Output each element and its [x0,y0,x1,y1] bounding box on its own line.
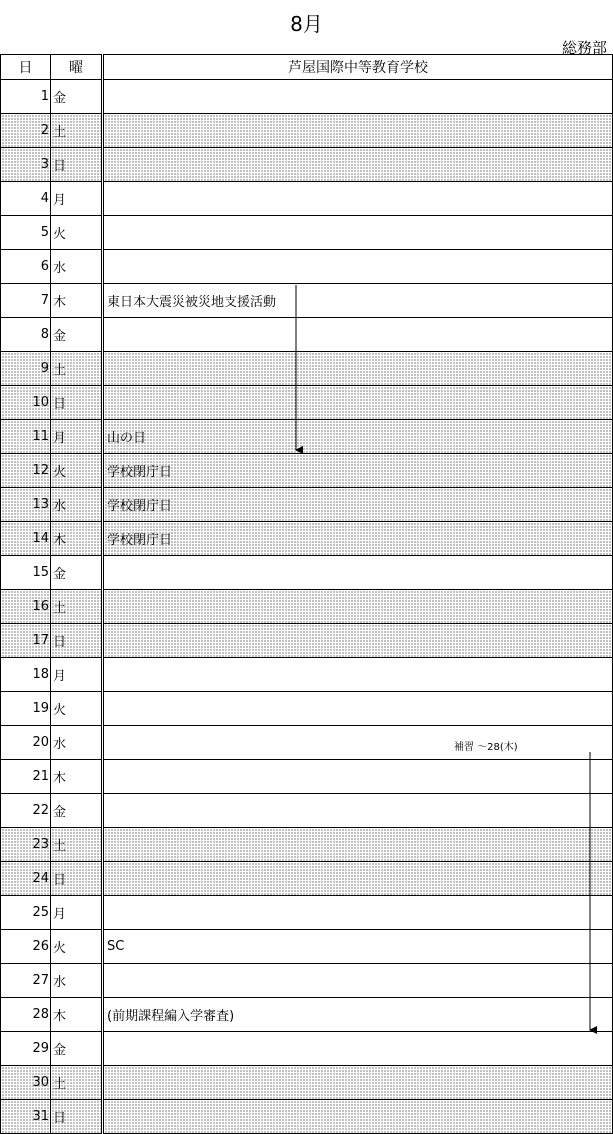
table-row [1,998,613,1032]
table-row [1,896,613,930]
day-cell: 29 [1,1032,51,1066]
day-cell: 2 [1,114,51,148]
table-row [1,352,613,386]
table-row [1,386,613,420]
event-cell [103,726,613,760]
weekday-cell: 土 [51,114,103,148]
table-row [1,624,613,658]
weekday-cell: 土 [51,1066,103,1100]
table-row [1,216,613,250]
table-row [1,692,613,726]
day-cell: 6 [1,250,51,284]
weekday-cell: 金 [51,794,103,828]
event-cell [103,488,613,522]
day-cell: 11 [1,420,51,454]
weekday-cell: 土 [51,828,103,862]
day-cell: 14 [1,522,51,556]
event-cell [103,590,613,624]
event-cell [103,556,613,590]
table-row [1,318,613,352]
table-row [1,284,613,318]
weekday-cell: 日 [51,862,103,896]
weekday-cell: 水 [51,250,103,284]
schedule-table [0,54,613,1134]
day-cell: 31 [1,1100,51,1134]
day-cell: 1 [1,80,51,114]
weekday-cell: 月 [51,896,103,930]
supplementary-class-note: 補習 ～28(木) [454,742,518,753]
weekday-cell: 木 [51,760,103,794]
table-row [1,794,613,828]
table-row [1,862,613,896]
weekday-cell: 土 [51,590,103,624]
event-cell [103,1100,613,1134]
weekday-cell: 日 [51,148,103,182]
table-row [1,522,613,556]
day-cell: 30 [1,1066,51,1100]
event-cell [103,658,613,692]
weekday-cell: 水 [51,964,103,998]
day-cell: 10 [1,386,51,420]
weekday-cell: 金 [51,1032,103,1066]
weekday-cell: 水 [51,726,103,760]
header-weekday: 曜 [51,55,103,80]
day-cell: 12 [1,454,51,488]
day-cell: 17 [1,624,51,658]
weekday-cell: 火 [51,216,103,250]
table-row [1,80,613,114]
event-cell [103,216,613,250]
event-cell [103,1066,613,1100]
table-row [1,760,613,794]
table-row [1,1066,613,1100]
day-cell: 13 [1,488,51,522]
event-text: 学校閉庁日 [107,533,173,548]
day-cell: 23 [1,828,51,862]
event-cell [103,522,613,556]
event-cell [103,250,613,284]
table-row [1,454,613,488]
event-cell [103,182,613,216]
weekday-cell: 木 [51,284,103,318]
table-row [1,1032,613,1066]
table-row [1,148,613,182]
day-cell: 5 [1,216,51,250]
weekday-cell: 日 [51,386,103,420]
table-row [1,930,613,964]
table-row [1,828,613,862]
event-text: 学校閉庁日 [107,499,173,514]
event-cell [103,114,613,148]
event-text: 東日本大震災被災地支援活動 [107,295,277,310]
table-row [1,590,613,624]
day-cell: 21 [1,760,51,794]
day-cell: 19 [1,692,51,726]
day-cell: 27 [1,964,51,998]
weekday-cell: 土 [51,352,103,386]
day-cell: 3 [1,148,51,182]
event-cell [103,1032,613,1066]
table-row [1,182,613,216]
weekday-cell: 月 [51,420,103,454]
event-cell [103,454,613,488]
event-cell [103,828,613,862]
month-title: 8月 [290,12,323,36]
table-row [1,420,613,454]
day-cell: 26 [1,930,51,964]
event-cell [103,284,613,318]
weekday-cell: 木 [51,522,103,556]
table-row [1,114,613,148]
event-cell [103,624,613,658]
event-text: 学校閉庁日 [107,465,173,480]
event-cell [103,386,613,420]
weekday-cell: 木 [51,998,103,1032]
event-cell [103,896,613,930]
event-cell [103,862,613,896]
table-row [1,726,613,760]
event-cell [103,964,613,998]
table-row [1,1100,613,1134]
table-row [1,556,613,590]
header-school: 芦屋国際中等教育学校 [103,55,613,80]
day-cell: 25 [1,896,51,930]
day-cell: 18 [1,658,51,692]
event-cell [103,318,613,352]
event-cell [103,760,613,794]
event-cell [103,148,613,182]
day-cell: 24 [1,862,51,896]
event-cell [103,998,613,1032]
day-cell: 15 [1,556,51,590]
event-text: 山の日 [107,431,147,446]
event-text: SC [107,939,125,954]
weekday-cell: 金 [51,556,103,590]
department-label: 総務部 [561,39,607,57]
weekday-cell: 火 [51,930,103,964]
day-cell: 7 [1,284,51,318]
day-cell: 16 [1,590,51,624]
header-row [1,55,613,80]
weekday-cell: 月 [51,182,103,216]
event-cell [103,80,613,114]
event-cell [103,794,613,828]
weekday-cell: 日 [51,624,103,658]
weekday-cell: 日 [51,1100,103,1134]
table-row [1,250,613,284]
event-text: (前期課程編入学審査) [107,1009,235,1024]
event-cell [103,692,613,726]
day-cell: 4 [1,182,51,216]
weekday-cell: 月 [51,658,103,692]
event-cell [103,420,613,454]
event-cell [103,930,613,964]
weekday-cell: 金 [51,318,103,352]
header-day: 日 [1,55,51,80]
day-cell: 20 [1,726,51,760]
day-cell: 8 [1,318,51,352]
table-row [1,488,613,522]
table-row [1,964,613,998]
weekday-cell: 火 [51,692,103,726]
event-cell [103,352,613,386]
weekday-cell: 金 [51,80,103,114]
weekday-cell: 火 [51,454,103,488]
table-row [1,658,613,692]
day-cell: 28 [1,998,51,1032]
weekday-cell: 水 [51,488,103,522]
day-cell: 9 [1,352,51,386]
day-cell: 22 [1,794,51,828]
